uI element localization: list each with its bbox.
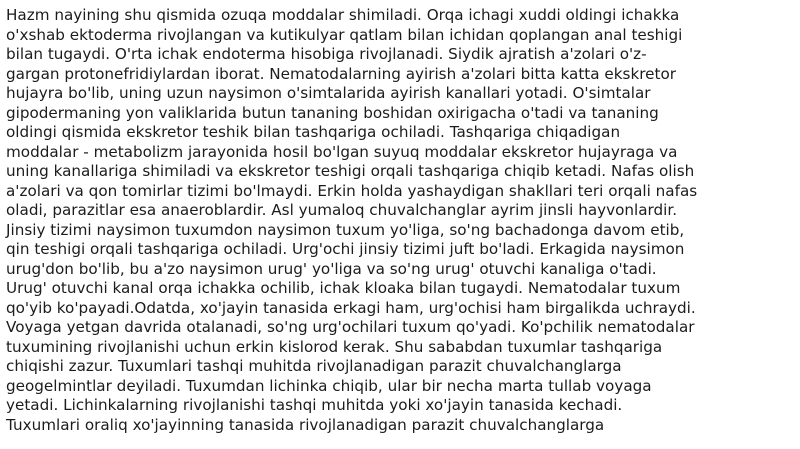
text-line: hujayra bo'lib, uning uzun naysimon o'simtalarida ayirish kanallari yotadi. O'simtalar	[6, 84, 651, 102]
text-line: a'zolari va qon tomirlar tizimi bo'lmaydi. Erkin holda yashaydigan shakllari teri orqali nafas	[6, 181, 698, 200]
text-line: yetadi. Lichinkalarning rivojlanishi tashqi muhitda yoki xo'jayin tanasida kechadi.	[6, 396, 623, 414]
text-line: Jinsiy tizimi naysimon tuxumdon naysimon tuxum yo'liga, so'ng bachadonga davom etib,	[6, 220, 685, 239]
text-line: moddalar - metabolizm jarayonida hosil bo'lgan suyuq moddalar ekskretor hujayraga va	[6, 142, 678, 161]
text-line: Voyaga yetgan davrida otalanadi, so'ng urg'ochilari tuxum qo'yadi. Ko'pchilik nematodalar	[6, 318, 695, 336]
text-line: o'xshab ektoderma rivojlangan va kutikulyar qatlam bilan ichidan qoplangan anal teshigi	[6, 25, 683, 44]
text-line: chiqishi zazur. Tuxumlari tashqi muhitda rivojlanadigan parazit chuvalchanglarga	[6, 357, 622, 375]
body-text	[6, 6, 796, 435]
text-line: urug'don bo'lib, bu a'zo naysimon urug' yo'liga va so'ng urug' otuvchi kanaliga o'tadi.	[6, 259, 657, 278]
text-line: Hazm nayining shu qismida ozuqa moddalar shimiladi. Orqa ichagi xuddi oldingi ichakka	[6, 6, 680, 24]
text-line: qo'yib ko'payadi.Odatda, xo'jayin tanasida erkagi ham, urg'ochisi ham birgalikda uchraydi.	[6, 298, 696, 317]
text-line: uning kanallariga shimiladi va ekskretor teshigi orqali tashqariga chiqib ketadi. Nafas olish	[6, 162, 695, 180]
text-line: Tuxumlari oraliq xo'jayinning tanasida rivojlanadigan parazit chuvalchanglarga	[6, 415, 605, 434]
text-line: bilan tugaydi. O'rta ichak endoterma hisobiga rivojlanadi. Siydik ajratish a'zolari o'z-	[6, 45, 647, 63]
text-line: tuxumining rivojlanishi uchun erkin kislorod kerak. Shu sababdan tuxumlar tashqariga	[6, 337, 663, 356]
text-line: qin teshigi orqali tashqariga ochiladi. Urg'ochi jinsiy tizimi juft bo'ladi. Erkagida naysimon	[6, 240, 685, 258]
text-line: gargan protonefridiylardan iborat. Nematodalarning ayirish a'zolari bitta katta ekskretor	[6, 64, 676, 83]
text-line: oldingi qismida ekskretor teshik bilan tashqariga ochiladi. Tashqariga chiqadigan	[6, 123, 621, 141]
text-line: Urug' otuvchi kanal orqa ichakka ochilib, ichak kloaka bilan tugaydi. Nematodalar tuxum	[6, 279, 681, 297]
text-line: oladi, parazitlar esa anaeroblardir. Asl yumaloq chuvalchanglar ayrim jinsli hayvonlardir.	[6, 201, 678, 219]
text-line: geogelmintlar deyiladi. Tuxumdan lichinka chiqib, ular bir necha marta tullab voyaga	[6, 376, 652, 395]
text-line: gipodermaning yon valiklarida butun tananing boshidan oxirigacha o'tadi va tananing	[6, 103, 659, 122]
